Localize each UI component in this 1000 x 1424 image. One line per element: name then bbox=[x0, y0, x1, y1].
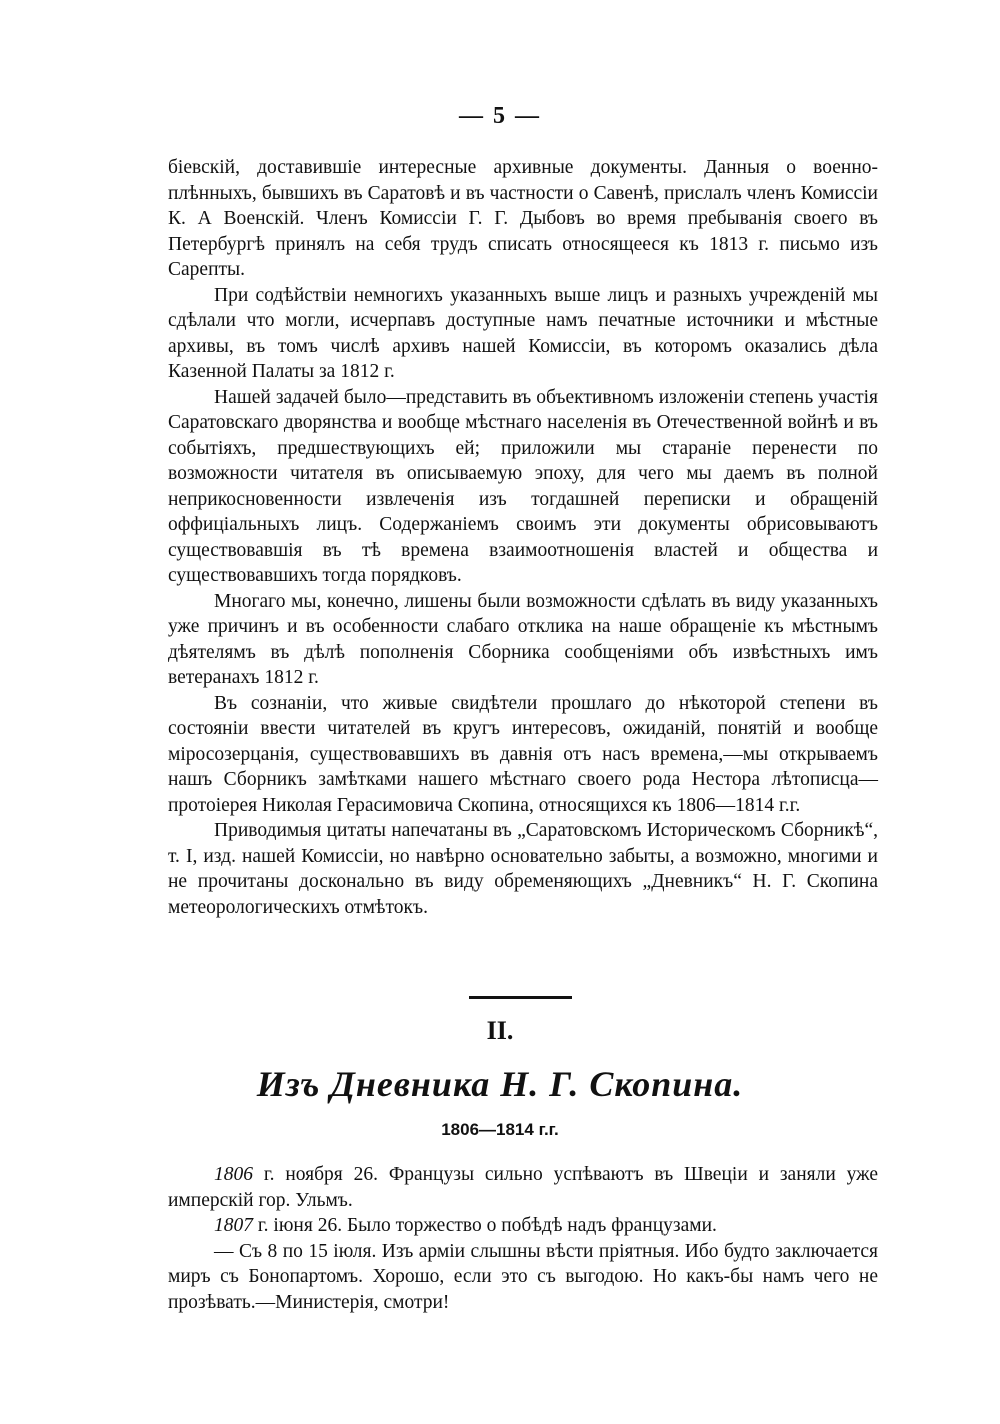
intro-paragraph: Нашей задачей было—представить въ объективномъ изложеніи степень участія Саратовскаго дворянства и вообще мѣстнаго населенія въ Отечественной войнѣ и въ событіяхъ, предшествующихъ ей; приложили мы стараніе перенести по возможности читателя въ описываемую эпоху, для чего мы даемъ въ полной неприкосновенности извлеченія изъ тогдашней переписки и обращеній оффиціальныхъ лицъ. Содержаніемъ своимъ эти документы обрисовываютъ существовавшія въ тѣ времена взаимоотношенія властей и общества и существовавшихъ тогда порядковъ. bbox=[168, 386, 878, 586]
section-dates: 1806—1814 г.г. bbox=[441, 1120, 559, 1139]
diary-entry bbox=[168, 1162, 878, 1213]
intro-paragraph: Приводимыя цитаты напечатаны въ „Саратовскомъ Историческомъ Сборникѣ“, т. I, изд. нашей Комиссіи, но навѣрно основательно забыты, а возможно, многими и не прочитаны досконально въ виду обременяющихъ „Дневникъ“ Н. Г. Скопина метеорологическихъ отмѣтокъ. bbox=[168, 820, 878, 918]
section-title: Изъ Дневника Н. Г. Скопина. bbox=[256, 1064, 744, 1104]
diary-entry bbox=[168, 1213, 878, 1239]
diary-entry-year: 1807 bbox=[214, 1215, 253, 1236]
section-divider bbox=[469, 996, 572, 999]
diary-text bbox=[168, 1162, 878, 1315]
diary-entry bbox=[168, 1239, 878, 1316]
diary-entry-text: — Съ 8 по 15 іюля. Изъ арміи слышны вѣсти пріятныя. Ибо будто заключается миръ съ Бонопартомъ. Хорошо, если это съ выгодою. Но какъ-бы намъ чего не прозѣвать.—Министерія, смотри! bbox=[168, 1240, 878, 1313]
intro-paragraph: біевскій, доставившіе интересные архивные документы. Данныя о военно-плѣнныхъ, бывшихъ въ Саратовѣ и въ частности о Савенѣ, прислалъ членъ Комиссіи К. А Военскій. Членъ Комиссіи Г. Г. Дыбовъ во время пребыванія своего въ Петербургѣ принялъ на себя трудъ списать относящееся къ 1813 г. письмо изъ Сарепты. bbox=[168, 157, 878, 280]
section-number: II. bbox=[486, 1016, 514, 1045]
intro-paragraph: Многаго мы, конечно, лишены были возможности сдѣлать въ виду указанныхъ уже причинъ и въ особенности слабаго отклика на наше обращеніе къ мѣстнымъ дѣятелямъ въ дѣлѣ пополненія Сборника сообщеніями объ извѣстныхъ имъ ветеранахъ 1812 г. bbox=[168, 590, 878, 688]
intro-paragraph: При содѣйствіи немногихъ указанныхъ выше лицъ и разныхъ учрежденій мы сдѣлали что могли, исчерпавъ доступные намъ печатные источники и мѣстные архивы, въ томъ числѣ архивъ нашей Комиссіи, въ которомъ оказались дѣла Казенной Палаты за 1812 г. bbox=[168, 284, 878, 382]
diary-entry-text: г. іюня 26. Было торжество о побѣдѣ надъ французами. bbox=[253, 1215, 717, 1236]
intro-text bbox=[168, 155, 878, 920]
diary-entry-year: 1806 bbox=[214, 1164, 253, 1185]
intro-paragraph: Въ сознаніи, что живые свидѣтели прошлаго до нѣкоторой степени въ состояніи ввести читателей въ кругъ интересовъ, ожиданій, понятій и вообще міросозерцанія, существовавшихъ въ давнія отъ насъ времена,—мы открываемъ нашъ Сборникъ замѣтками нашего мѣстнаго своего рода Нестора лѣтописца—протоіерея Николая Герасимовича Скопина, относящихся къ 1806—1814 г.г. bbox=[168, 692, 878, 816]
page-number: — 5 — bbox=[459, 103, 541, 129]
diary-entry-text: г. ноября 26. Французы сильно успѣваютъ въ Швеціи и заняли уже имперскій гор. Ульмъ. bbox=[168, 1164, 878, 1211]
